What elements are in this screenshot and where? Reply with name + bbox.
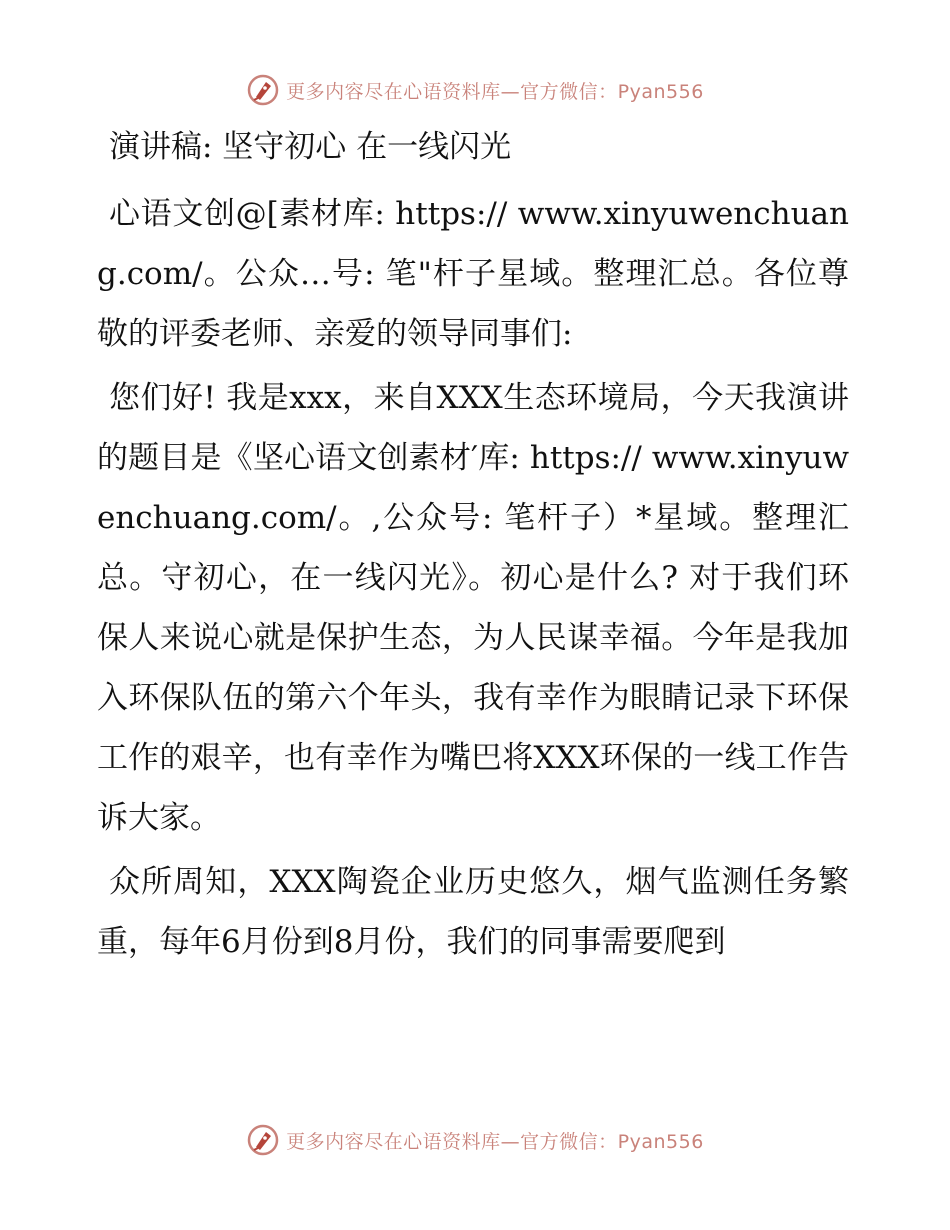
document-title: 演讲稿: 坚守初心 在一线闪光 [109, 129, 512, 165]
paragraph-2: 您们好! 我是xxx，来自XXX生态环境局，今天我演讲的题目是《坚心语文创素材′库: https:// www.xinyuwenchuang.com/。,公众号: 笔杆子）*星域。整理汇总。守初心，在一线闪光》。初心是什么? 对于我们环保人来说心就是保护生态，为人民谋幸福。今年是我加入环保队伍的第六个年头，我有幸作为眼睛记录下环保工作的艰辛，也有幸作为嘴巴将XXX环保的一线工作告诉大家。 [97, 380, 849, 836]
paragraph-3: 众所周知，XXX陶瓷企业历史悠久，烟气监测任务繁重，每年6月份到8月份，我们的同事需要爬到 [97, 864, 849, 960]
pen-nib-logo-icon [246, 1123, 280, 1157]
footer-watermark-text: 更多内容尽在心语资料库—官方微信：Pyan556 [286, 1130, 704, 1153]
paragraph-1: 心语文创@[素材库: https:// www.xinyuwenchuang.com/。公众…号: 笔"杆子星域。整理汇总。各位尊敬的评委老师、亲爱的领导同事们: [97, 196, 849, 352]
pen-nib-logo-icon [246, 73, 280, 107]
document-body [97, 118, 849, 976]
footer-watermark-banner [0, 1120, 950, 1160]
header-watermark-text: 更多内容尽在心语资料库—官方微信：Pyan556 [286, 80, 704, 103]
header-watermark-banner [0, 70, 950, 110]
